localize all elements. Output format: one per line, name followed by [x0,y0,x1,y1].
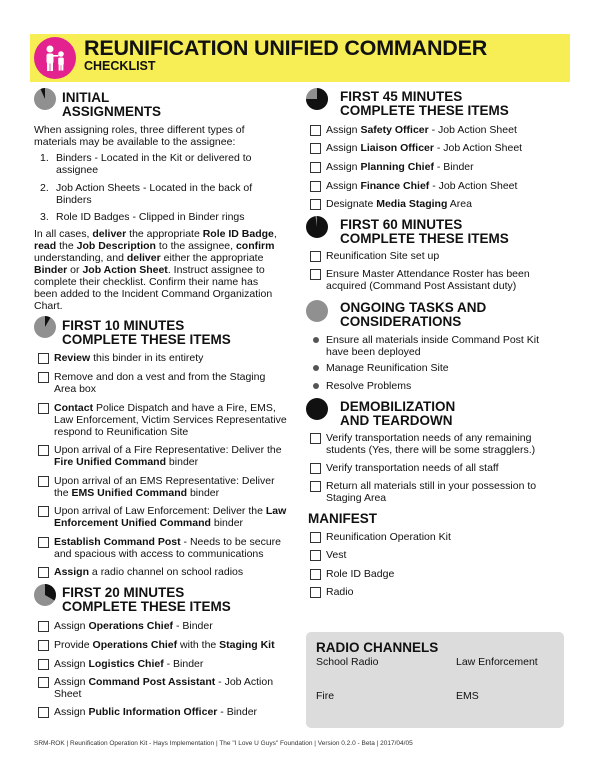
clock-pie-icon [34,316,56,338]
clock-pie-icon [306,216,328,238]
clock-pie-icon [306,88,328,110]
materials-list: 1. Binders - Located in the Kit or delivered to assignee 2. Job Action Sheets - Located in the back of Binders 3. Role ID Badges - Clipped in Binder rings [40,152,253,223]
checkbox[interactable] [310,550,321,561]
page-subtitle: CHECKLIST [84,59,156,73]
checkbox[interactable] [310,532,321,543]
first20-heading: FIRST 20 MINUTES COMPLETE THESE ITEMS [62,585,231,614]
checkbox[interactable] [310,251,321,262]
first45-heading: FIRST 45 MINUTES COMPLETE THESE ITEMS [340,89,509,118]
checkbox[interactable] [310,269,321,280]
checkbox[interactable] [310,433,321,444]
checkbox[interactable] [38,445,49,456]
ongoing-heading: ONGOING TASKS AND CONSIDERATIONS [340,300,487,329]
checkbox[interactable] [38,372,49,383]
page-title: REUNIFICATION UNIFIED COMMANDER [84,36,488,60]
checkbox[interactable] [38,659,49,670]
radio-label-school: School Radio [316,656,379,668]
initial-heading: INITIAL ASSIGNMENTS [62,90,162,119]
first10-heading: FIRST 10 MINUTES COMPLETE THESE ITEMS [62,318,231,347]
checkbox[interactable] [310,199,321,210]
checkbox[interactable] [310,569,321,580]
ongoing-pie-icon [306,300,328,322]
radio-channels-heading: RADIO CHANNELS [316,640,439,655]
checkbox[interactable] [38,476,49,487]
reunification-family-icon [34,37,76,79]
bullet-icon [313,383,319,389]
checkbox[interactable] [38,353,49,364]
checkbox[interactable] [38,567,49,578]
bullet-icon [313,365,319,371]
manifest-heading: MANIFEST [308,511,377,526]
checkbox[interactable] [310,143,321,154]
checkbox[interactable] [310,125,321,136]
radio-label-ems: EMS [456,690,479,702]
initial-intro: When assigning roles, three different types of materials may be available to the assignee: [34,124,245,148]
clock-pie-icon [34,88,56,110]
instructions-paragraph: In all cases, deliver the appropriate Role ID Badge, read the Job Description to the assignee, confirm understanding, and deliver either the appropriate Binder or Job Action Sheet. Instruct assignee to complete their checklist. Confirm their name has been added to the Incident Command Organization Chart. [34,228,277,312]
checkbox[interactable] [310,587,321,598]
radio-label-law: Law Enforcement [456,656,538,668]
checkbox[interactable] [38,506,49,517]
demob-pie-icon [306,398,328,420]
checkbox[interactable] [38,403,49,414]
checkbox[interactable] [38,537,49,548]
checkbox[interactable] [38,621,49,632]
first60-heading: FIRST 60 MINUTES COMPLETE THESE ITEMS [340,217,509,246]
checkbox[interactable] [38,640,49,651]
checkbox[interactable] [310,181,321,192]
radio-channels-box [306,632,564,728]
bullet-icon [313,337,319,343]
radio-label-fire: Fire [316,690,335,702]
checkbox[interactable] [310,481,321,492]
checkbox[interactable] [310,162,321,173]
checkbox[interactable] [310,463,321,474]
checkbox[interactable] [38,707,49,718]
demob-heading: DEMOBILIZATION AND TEARDOWN [340,399,456,428]
page-footer: SRM-ROK | Reunification Operation Kit - Hays Implementation | The "I Love U Guys" Foundation | Version 0.2.0 - Beta | 2017/04/05 [34,740,413,747]
checkbox[interactable] [38,677,49,688]
clock-pie-icon [34,584,56,606]
